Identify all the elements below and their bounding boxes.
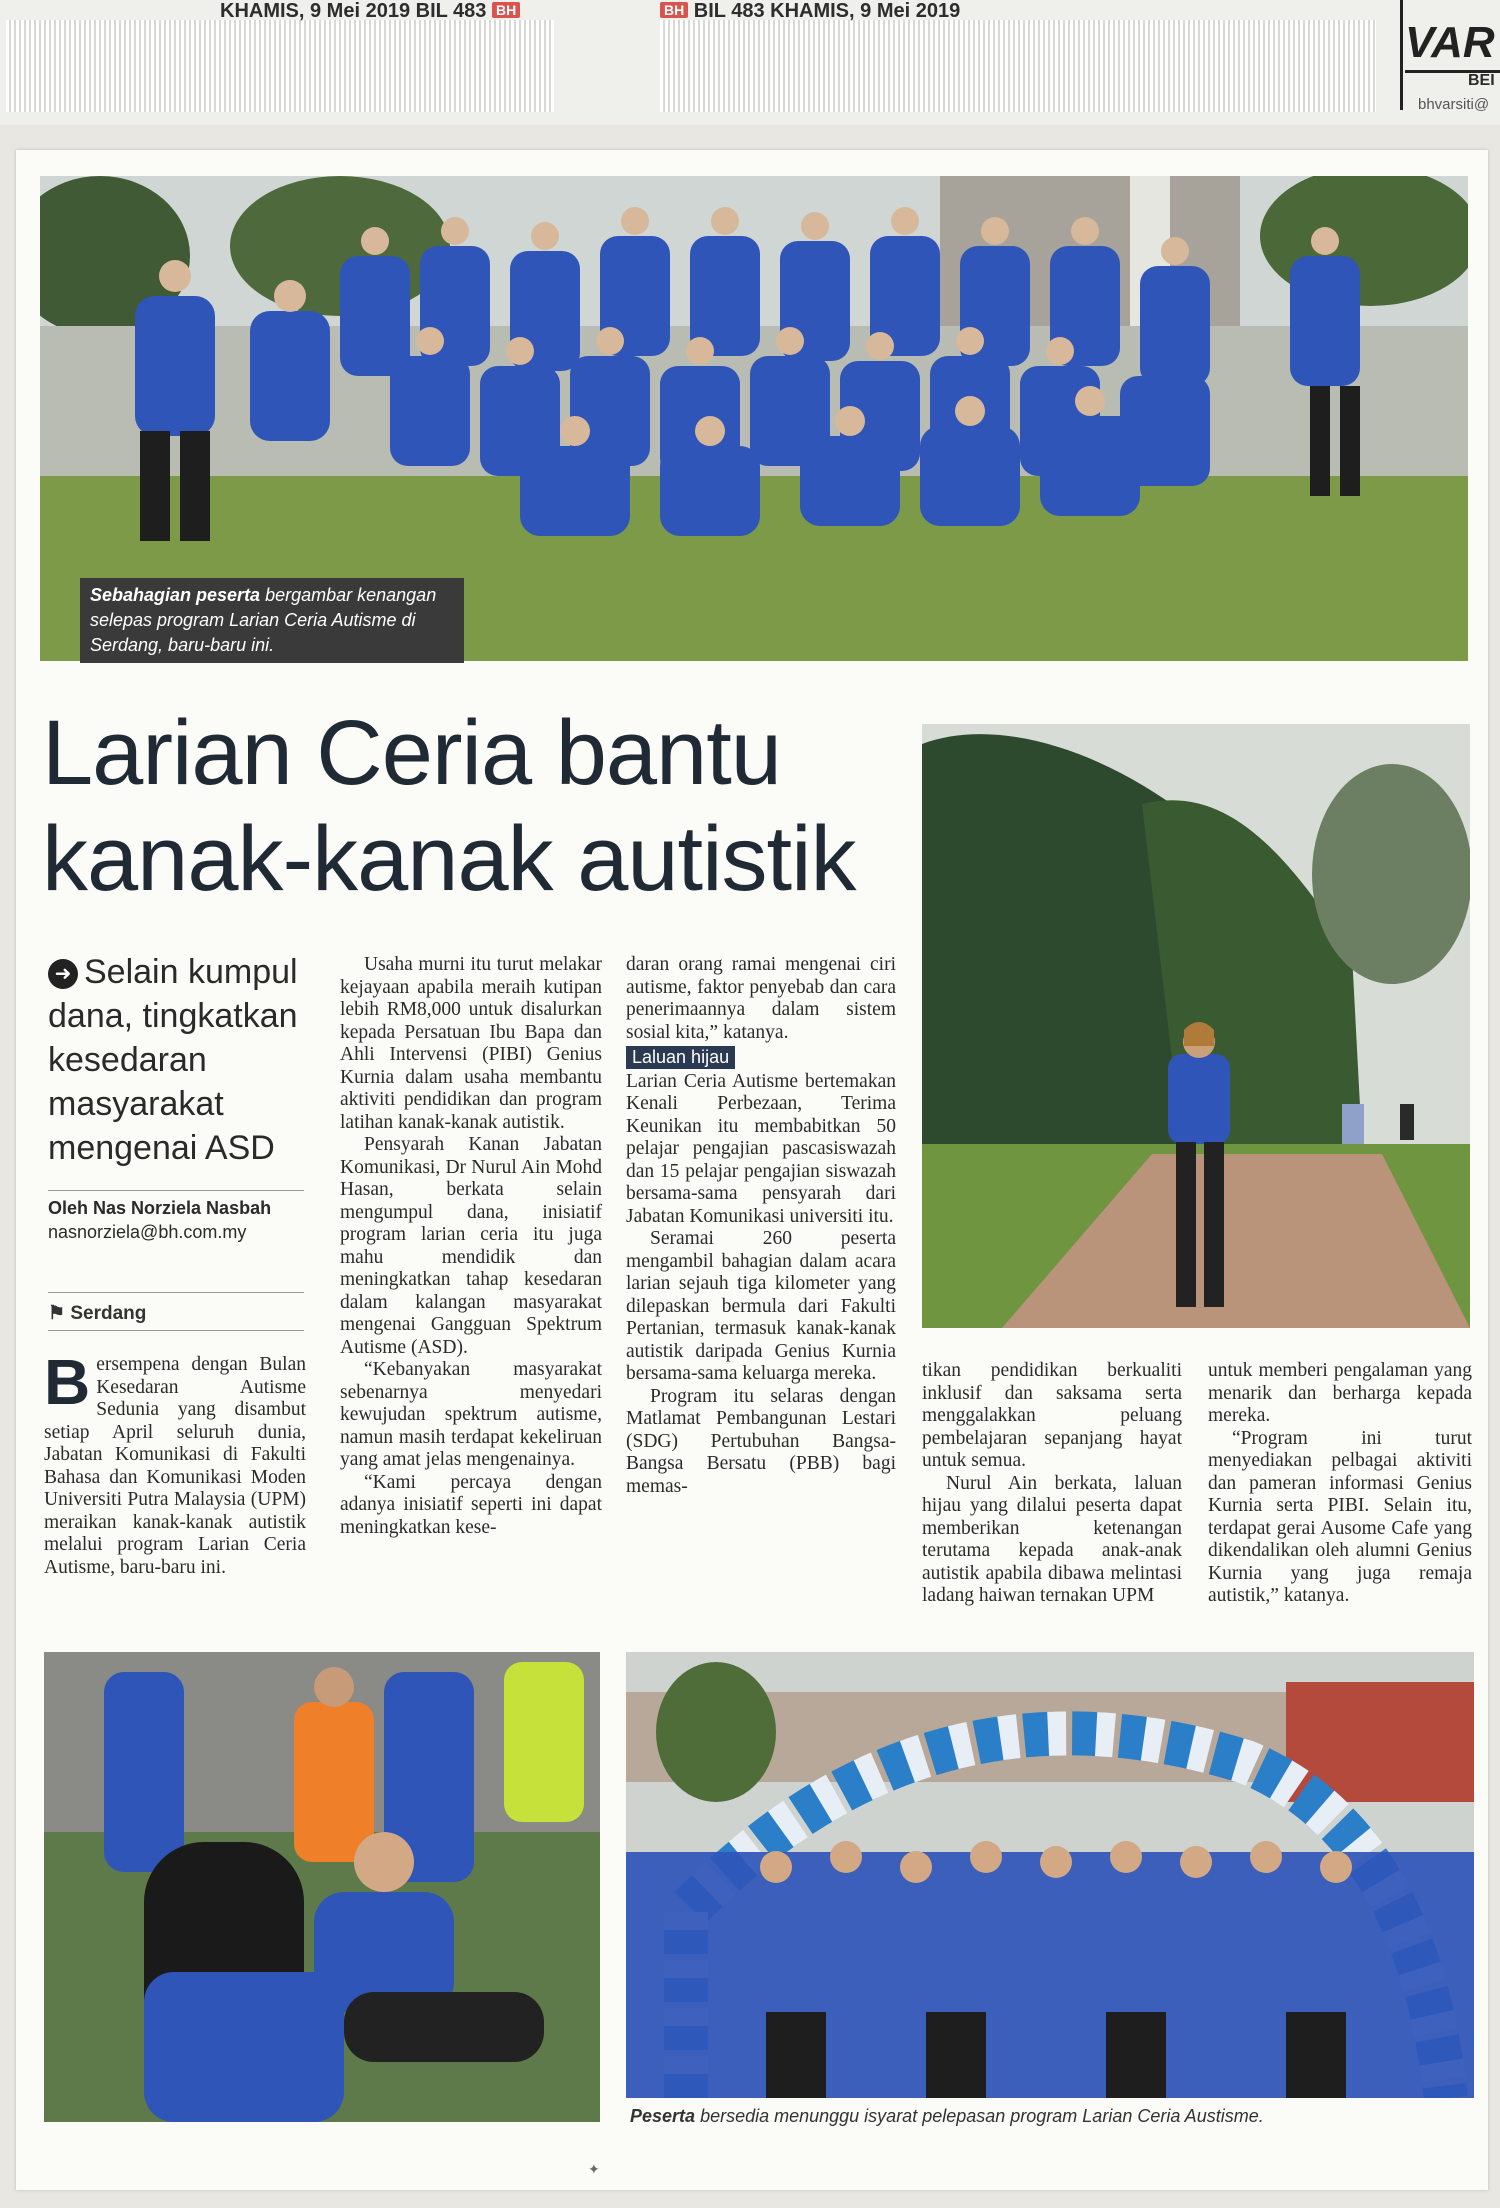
dateline: ⚑ Serdang <box>48 1303 147 1324</box>
section-title: VAR <box>1405 18 1495 67</box>
section-site: bhvarsiti@ <box>1418 96 1490 113</box>
paragraph-11: Nurul Ain berkata, laluan hijau yang dilalui peserta dapat memberikan ketenangan terutama kepada anak-anak autistik apabila dibawa melintasi ladang haiwan ternakan UPM <box>922 1472 1182 1606</box>
column-3 <box>626 954 896 1498</box>
byline-rule <box>48 1292 304 1293</box>
flag-icon: ⚑ <box>48 1303 66 1324</box>
column-1 <box>44 1346 306 1579</box>
paragraph-3: Pensyarah Kanan Jabatan Komunikasi, Dr Nurul Ain Mohd Hasan, berkata selain mengumpul dana, inisiatif program larian ceria itu juga mahu mendidik dan meningkatkan tahap kesedaran dalam kalangan masyarakat mengenai Gangguan Spektrum Autisme (ASD). <box>340 1134 602 1358</box>
column-4 <box>922 1360 1182 1608</box>
paragraph-2: Usaha murni itu turut melakar kejayaan apabila meraih kutipan lebih RM8,000 untuk disalurkan kepada Persatuan Ibu Bapa dan Ahli Intervensi (PIBI) Genius Kurnia dalam usaha membantu aktiviti pendidikan dan program latihan kanak-kanak autistik. <box>340 954 602 1133</box>
byline <box>48 1196 306 1244</box>
column-2 <box>340 954 602 1539</box>
paragraph-1: ersempena dengan Bulan Kesedaran Autisme Sedunia yang disambut setiap April seluruh dunia, Jabatan Komunikasi di Fakulti Bahasa dan Komunikasi Moden Universiti Putra Malaysia (UPM) meraikan kanak-kanak autistik melalui program Larian Ceria Autisme, baru-baru ini. <box>44 1354 306 1578</box>
walking-photo <box>922 724 1470 1328</box>
section-divider <box>1400 0 1403 110</box>
paragraph-7: Larian Ceria Autisme bertemakan Kenali Perbezaan, Terima Keunikan itu membabitkan 50 pelajar pengajian pascasiswazah dan 15 pelajar pengajian siswazah bersama-sama pensyarah dari Jabatan Komunikasi universiti itu. <box>626 1070 896 1227</box>
paragraph-9: Program itu selaras dengan Matlamat Pembangunan Lestari (SDG) Pertubuhan Bangsa-Bangsa Bersatu (PBB) bagi memas- <box>626 1385 896 1497</box>
bottom-photo-caption: Peserta bersedia menunggu isyarat pelepasan program Larian Ceria Austisme. <box>630 2106 1264 2126</box>
paragraph-6: daran orang ramai mengenai ciri autisme, faktor penyebab dan cara penerimaannya dalam sistem sosial kita,” katanya. <box>626 954 896 1043</box>
top-strip-texture-left <box>6 20 554 112</box>
paragraph-5: “Kami percaya dengan adanya inisiatif seperti ini dapat meningkatkan kese- <box>340 1471 602 1538</box>
arrow-right-icon: ➜ <box>48 959 78 989</box>
paragraph-12: untuk memberi pengalaman yang menarik dan berharga kepada mereka. <box>1208 1360 1472 1426</box>
dateline-rule <box>48 1330 304 1331</box>
balloon-arch-photo <box>626 1652 1474 2098</box>
deck-rule <box>48 1190 304 1191</box>
page-fold-mark: ✦ <box>588 2163 600 2178</box>
header-right: BH BIL 483 KHAMIS, 9 Mei 2019 <box>660 0 960 23</box>
deck: ➜ Selain kumpul dana, tingkatkan kesedaran masyarakat mengenai ASD <box>48 953 298 1167</box>
drop-cap: B <box>44 1346 91 1418</box>
children-photo <box>44 1652 600 2122</box>
headline-line-2: kanak-kanak autistik <box>42 808 856 910</box>
headline <box>42 700 922 912</box>
subhead: Laluan hijau <box>626 1046 735 1069</box>
headline-line-1: Larian Ceria bantu <box>42 702 781 804</box>
paragraph-13: “Program ini turut menyediakan pelbagai aktiviti dan pameran informasi Genius Kurnia serta PIBI. Selain itu, terdapat gerai Ausome Cafe yang dikendalikan oleh alumni Genius Kurnia yang juga remaja autistik,” katanya. <box>1208 1427 1472 1606</box>
photo-caption: Sebahagian peserta bergambar kenangan selepas program Larian Ceria Autisme di Serdang, baru-baru ini. <box>80 578 464 663</box>
byline-email: nasnorziela@bh.com.my <box>48 1222 247 1242</box>
column-5 <box>1208 1360 1472 1608</box>
top-strip-texture-right <box>660 20 1376 112</box>
section-sub: BEI <box>1468 72 1495 89</box>
paragraph-10: tikan pendidikan berkualiti inklusif dan saksama serta menggalakkan peluang pembelajaran sepanjang hayat untuk semua. <box>922 1360 1182 1471</box>
byline-name: Oleh Nas Norziela Nasbah <box>48 1198 272 1218</box>
paragraph-8: Seramai 260 peserta mengambil bahagian dalam acara larian sejauh tiga kilometer yang dilepaskan bermula dari Fakulti Pertanian, termasuk kanak-kanak autistik daripada Genius Kurnia bersama-sama keluarga mereka. <box>626 1228 896 1384</box>
paragraph-4: “Kebanyakan masyarakat sebenarnya menyedari kewujudan spektrum autisme, namun masih terdapat kekeliruan yang amat jelas mengenainya. <box>340 1359 602 1470</box>
header-left: KHAMIS, 9 Mei 2019 BIL 483 BH <box>220 0 520 23</box>
